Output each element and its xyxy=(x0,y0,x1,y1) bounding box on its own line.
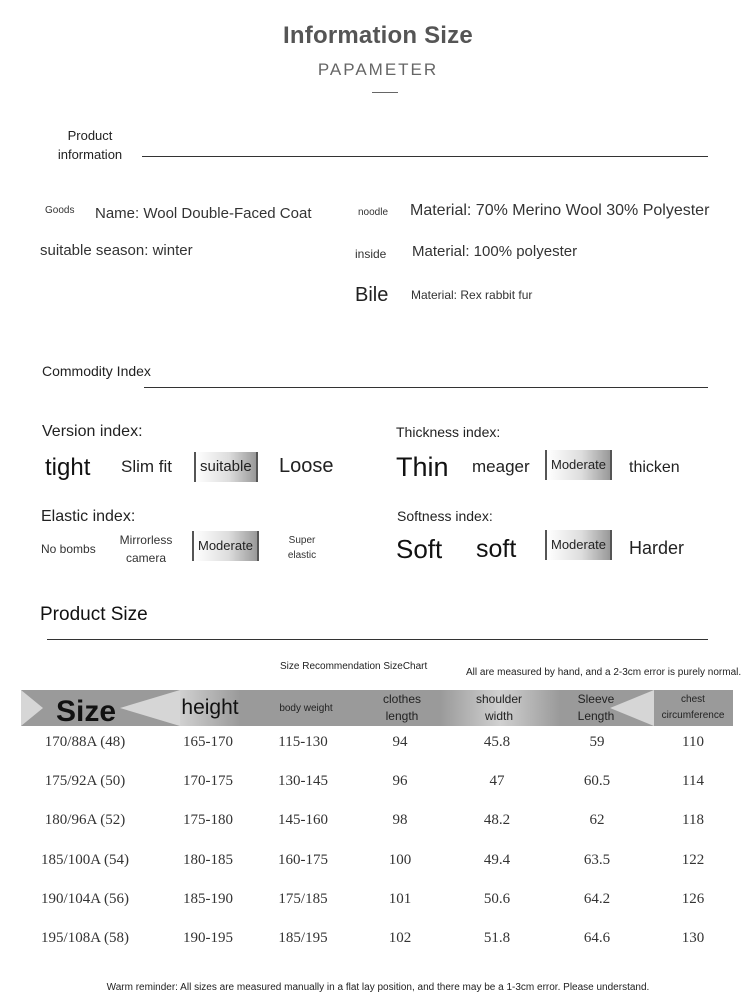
col-header-height: height xyxy=(181,696,239,719)
noodle-material: Material: 70% Merino Wool 30% Polyester xyxy=(410,202,710,219)
product-size-rule xyxy=(47,639,708,640)
table-cell: 47 xyxy=(489,773,505,790)
inside-material: Material: 100% polyester xyxy=(412,243,578,260)
version-option-slim-fit: Slim fit xyxy=(121,457,172,476)
table-cell: 145-160 xyxy=(278,812,328,829)
table-cell: 160-175 xyxy=(278,851,328,868)
col-header-sleeve-line1: Sleeve xyxy=(577,692,615,706)
product-info-heading-line1: Product xyxy=(67,128,113,143)
version-index-label: Version index: xyxy=(42,423,143,440)
table-cell: 115-130 xyxy=(278,734,328,750)
table-cell: 110 xyxy=(682,734,704,750)
table-cell: 49.4 xyxy=(483,851,511,868)
suitable-season: suitable season: winter xyxy=(40,242,193,259)
measurement-note: All are measured by hand, and a 2-3cm error is purely normal. xyxy=(466,667,742,678)
table-cell: 51.8 xyxy=(483,930,511,946)
commodity-index-heading: Commodity Index xyxy=(42,363,151,379)
elastic-option-mirrorless xyxy=(114,531,178,567)
table-cell: 190/104A (56) xyxy=(41,890,129,907)
table-cell: 114 xyxy=(682,773,704,790)
elastic-option-no-bombs: No bombs xyxy=(41,542,96,556)
table-cell: 118 xyxy=(682,812,704,829)
col-header-sleeve-length xyxy=(566,690,626,726)
table-cell: 130-145 xyxy=(278,773,328,790)
table-row xyxy=(0,812,756,851)
col-header-sleeve-line2: Length xyxy=(577,709,615,723)
table-cell: 185/100A (54) xyxy=(41,851,129,868)
softness-selected-tag: Moderate xyxy=(545,530,612,560)
elastic-option-super-line2: elastic xyxy=(287,550,317,561)
table-cell: 100 xyxy=(388,851,412,868)
table-cell: 64.2 xyxy=(583,890,611,907)
table-cell: 45.8 xyxy=(483,734,511,750)
col-header-chest xyxy=(656,690,730,726)
bile-material: Material: Rex rabbit fur xyxy=(411,288,533,302)
table-row xyxy=(0,930,756,969)
product-size-heading: Product Size xyxy=(40,604,148,625)
elastic-selected-tag: Moderate xyxy=(192,531,259,561)
col-header-chest-line1: chest xyxy=(681,694,705,705)
table-cell: 130 xyxy=(681,930,705,946)
commodity-index-rule xyxy=(144,387,708,388)
version-option-loose: Loose xyxy=(279,455,334,477)
table-cell: 96 xyxy=(392,773,408,790)
table-cell: 60.5 xyxy=(583,773,611,790)
table-cell: 185-190 xyxy=(183,890,233,907)
title-divider xyxy=(372,92,398,93)
version-selected-tag: suitable xyxy=(194,452,258,482)
col-header-shoulder-line1: shoulder xyxy=(475,692,523,706)
softness-option-harder: Harder xyxy=(629,538,685,558)
version-option-tight: tight xyxy=(45,454,91,481)
thickness-option-meager: meager xyxy=(472,457,530,476)
table-cell: 195/108A (58) xyxy=(41,930,129,946)
table-row xyxy=(0,891,756,930)
col-header-shoulder-line2: width xyxy=(484,709,513,723)
elastic-index-label: Elastic index: xyxy=(41,508,136,525)
table-cell: 102 xyxy=(388,930,412,946)
table-cell: 62 xyxy=(589,812,605,829)
elastic-option-super-line1: Super xyxy=(288,535,316,546)
softness-index-label: Softness index: xyxy=(397,508,493,524)
table-cell: 165-170 xyxy=(183,734,233,750)
thickness-option-thicken: thicken xyxy=(629,459,680,476)
table-cell: 48.2 xyxy=(483,812,511,829)
table-cell: 50.6 xyxy=(483,890,511,907)
table-cell: 59 xyxy=(589,734,605,750)
table-cell: 175-180 xyxy=(183,812,233,829)
table-row xyxy=(0,852,756,891)
product-info-rule xyxy=(142,156,708,157)
table-cell: 64.6 xyxy=(583,930,611,946)
bile-tag: Bile xyxy=(355,284,389,306)
inside-tag: inside xyxy=(355,247,387,261)
table-cell: 185/195 xyxy=(278,930,328,946)
goods-tag: Goods xyxy=(45,205,75,216)
header-arrow-decoration xyxy=(21,690,43,726)
thickness-index-label: Thickness index: xyxy=(396,424,501,440)
table-cell: 98 xyxy=(392,812,408,829)
softness-option-soft-big: Soft xyxy=(396,534,443,564)
elastic-option-mirrorless-line1: Mirrorless xyxy=(119,533,173,547)
size-chart-caption: Size Recommendation SizeChart xyxy=(280,661,428,672)
table-cell: 63.5 xyxy=(583,851,611,868)
table-cell: 94 xyxy=(392,734,408,750)
table-cell: 180/96A (52) xyxy=(44,812,126,829)
table-cell: 101 xyxy=(388,890,412,907)
product-info-heading-line2: information xyxy=(57,147,123,162)
col-header-clothes-length xyxy=(372,690,432,726)
col-header-chest-line2: circumference xyxy=(661,710,725,721)
table-cell: 170-175 xyxy=(183,773,233,790)
noodle-tag: noodle xyxy=(358,207,389,218)
elastic-option-mirrorless-line2: camera xyxy=(125,551,166,565)
warm-reminder: Warm reminder: All sizes are measured manually in a flat lay position, and there may be a 1-3cm error. Please understand. xyxy=(106,982,650,993)
table-cell: 126 xyxy=(681,890,705,907)
table-cell: 170/88A (48) xyxy=(44,734,126,750)
table-cell: 190-195 xyxy=(183,930,233,946)
page-subtitle: PAPAMETER xyxy=(317,60,439,79)
table-row xyxy=(0,734,756,773)
product-name: Name: Wool Double-Faced Coat xyxy=(95,205,312,222)
thickness-selected-tag: Moderate xyxy=(545,450,612,480)
elastic-option-super-elastic xyxy=(286,533,318,563)
col-header-clothes-line1: clothes xyxy=(382,692,422,706)
table-cell: 180-185 xyxy=(183,851,233,868)
page-title: Information Size xyxy=(283,22,473,49)
table-cell: 175/92A (50) xyxy=(44,773,126,790)
softness-option-soft: soft xyxy=(476,535,517,563)
col-header-clothes-line2: length xyxy=(385,709,419,723)
col-header-weight: body weight xyxy=(279,702,333,714)
table-cell: 175/185 xyxy=(278,890,328,907)
table-cell: 122 xyxy=(681,851,705,868)
product-info-heading xyxy=(40,126,140,164)
col-header-shoulder-width xyxy=(466,690,532,726)
col-header-size: Size xyxy=(55,695,117,728)
thickness-option-thin: Thin xyxy=(396,452,449,482)
table-row xyxy=(0,773,756,812)
